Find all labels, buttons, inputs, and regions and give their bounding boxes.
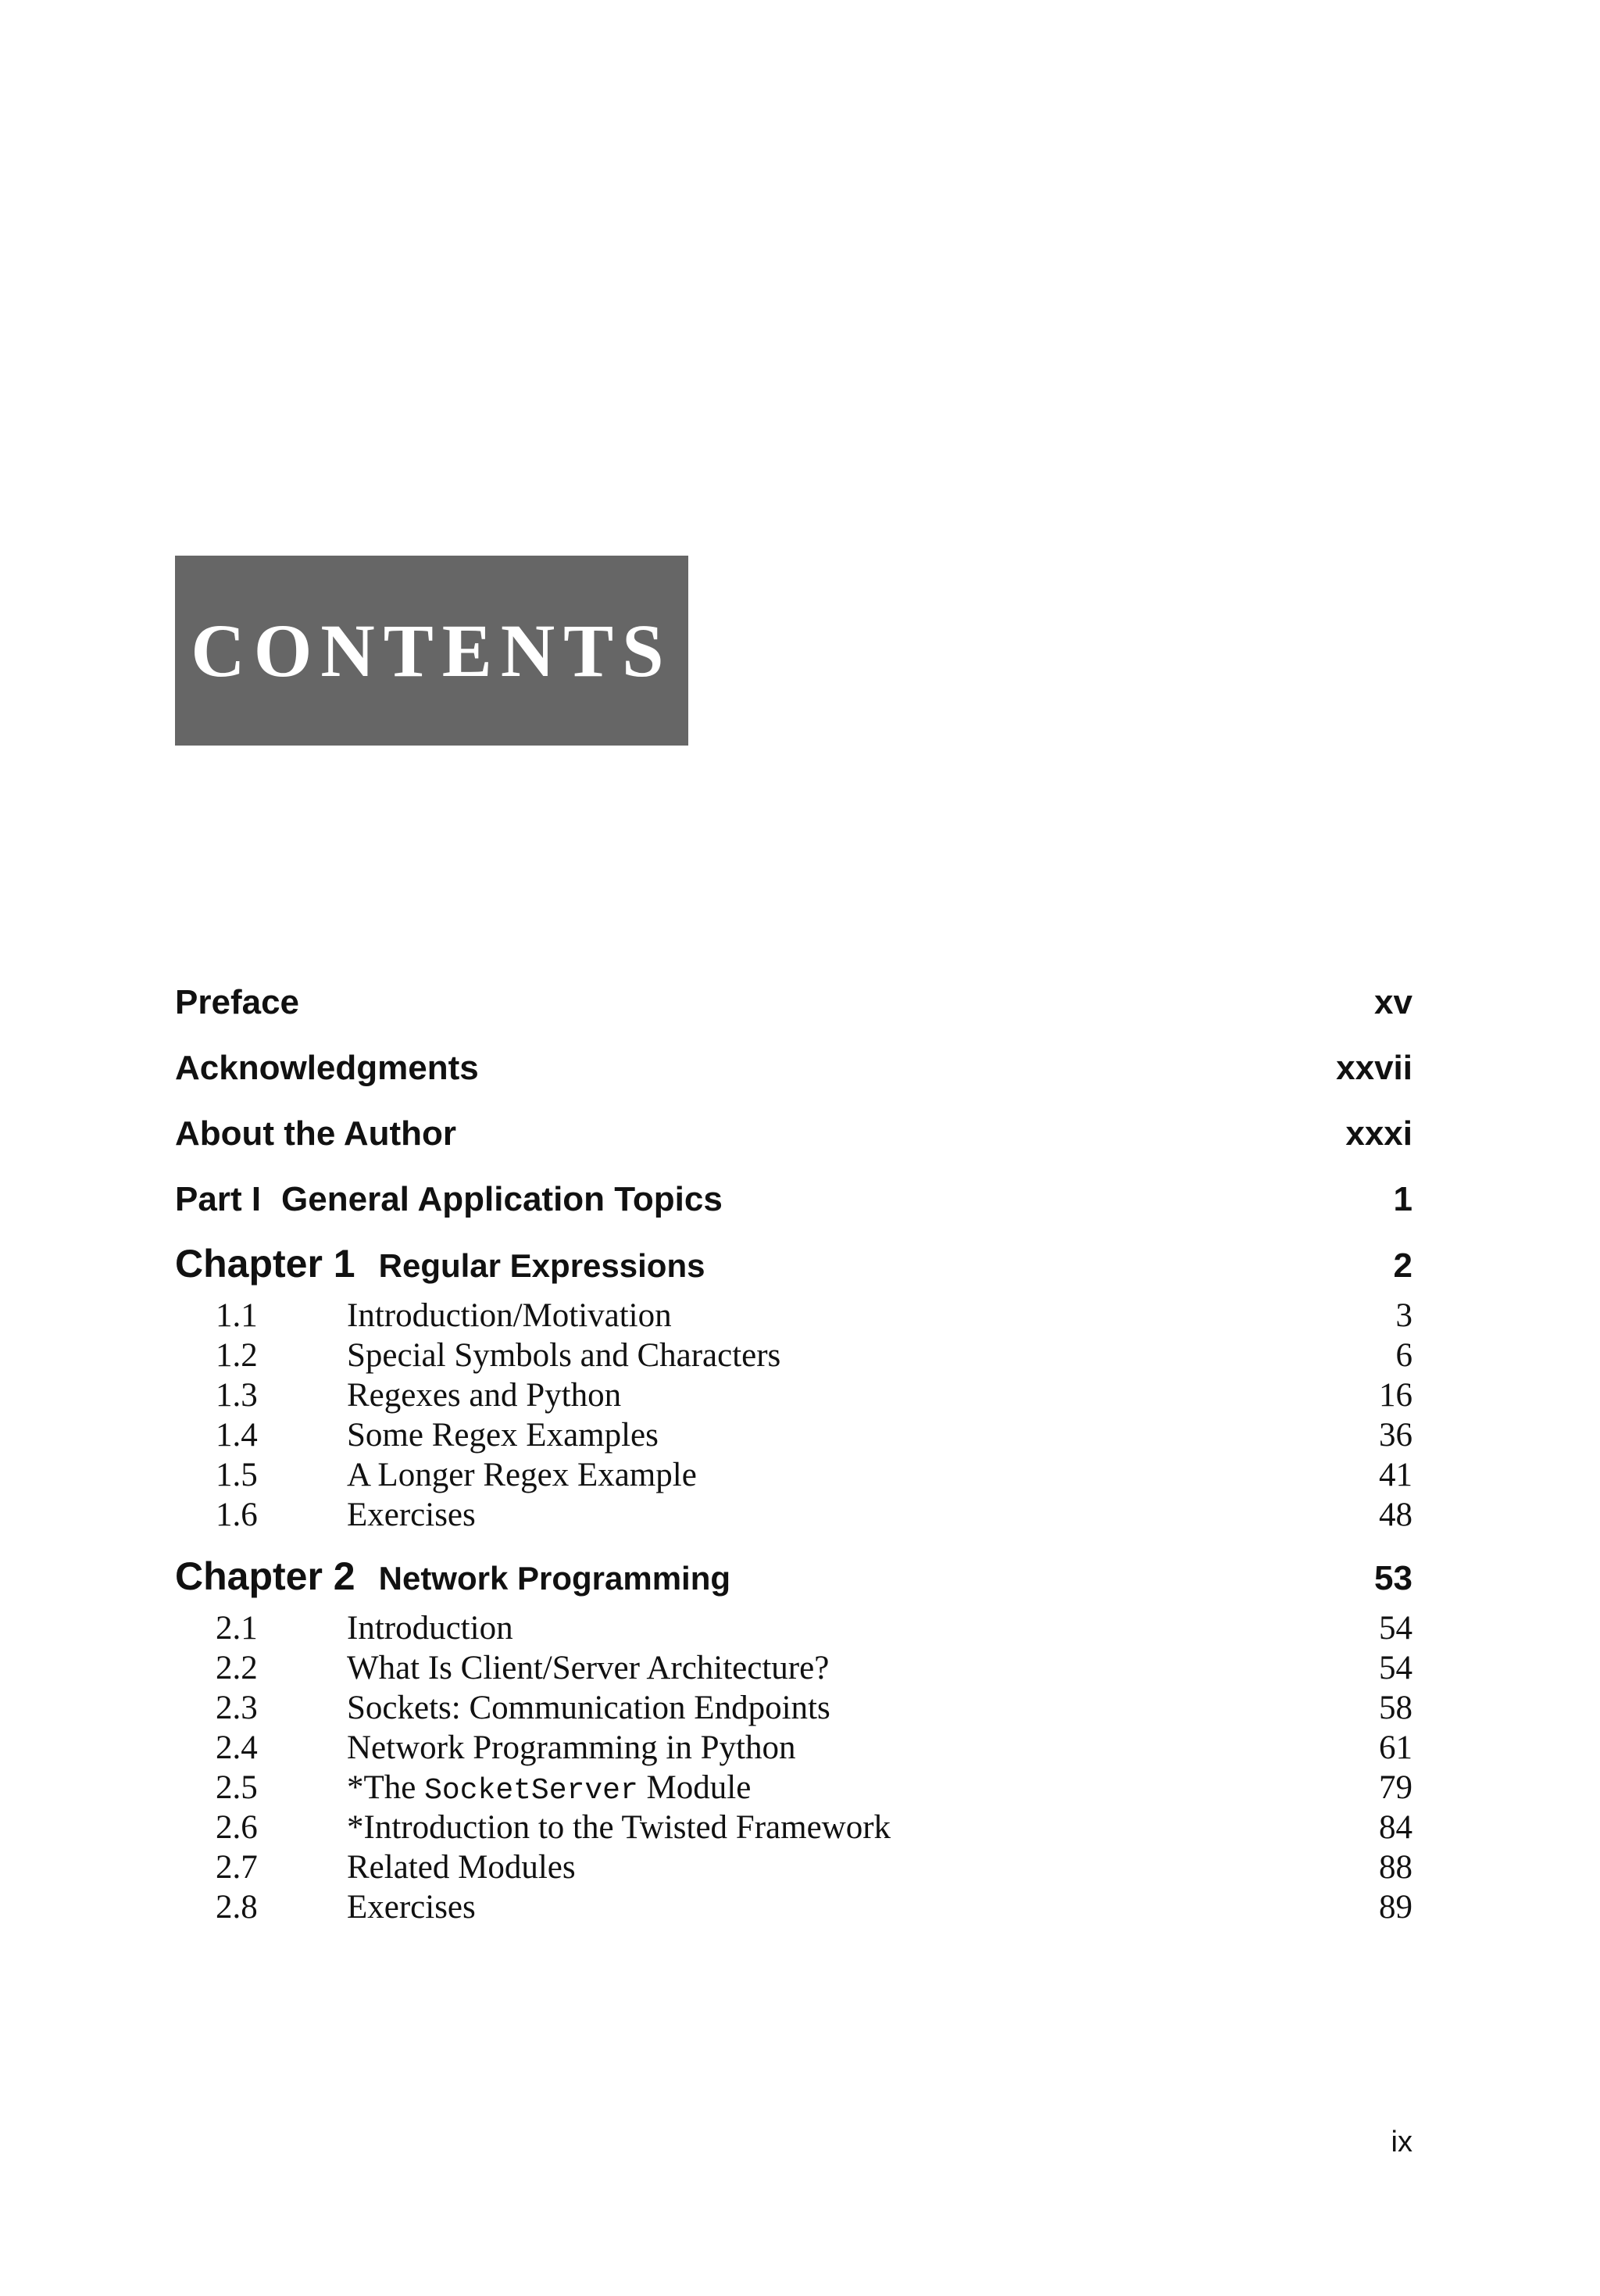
section-page: 79 [1379, 1769, 1412, 1806]
section-page: 54 [1379, 1610, 1412, 1647]
section-title: Network Programming in Python [347, 1729, 796, 1766]
toc-section-1-1[interactable] [175, 1296, 1412, 1335]
toc-section-1-4[interactable] [175, 1416, 1412, 1454]
toc-section-2-2[interactable] [175, 1649, 1412, 1687]
section-title: Sockets: Communication Endpoints [347, 1690, 830, 1726]
toc-section-2-4[interactable] [175, 1729, 1412, 1767]
section-title-prefix: *The [347, 1769, 425, 1806]
toc-section-2-3[interactable] [175, 1689, 1412, 1727]
entry-title: Acknowledgments [175, 1049, 479, 1087]
toc-section-1-6[interactable] [175, 1496, 1412, 1534]
section-number: 2.1 [216, 1610, 258, 1647]
section-number: 2.6 [216, 1809, 258, 1846]
section-number: 1.5 [216, 1457, 258, 1493]
section-page: 88 [1379, 1849, 1412, 1886]
section-number: 1.4 [216, 1417, 258, 1454]
toc-section-2-6[interactable] [175, 1808, 1412, 1847]
section-page: 36 [1379, 1417, 1412, 1454]
section-title: Related Modules [347, 1849, 576, 1886]
section-title-code: SocketServer [424, 1774, 638, 1808]
section-title-suffix: Module [638, 1769, 752, 1806]
section-title: Introduction [347, 1610, 513, 1647]
section-page: 58 [1379, 1690, 1412, 1726]
part-title: General Application Topics [281, 1180, 723, 1218]
section-title: What Is Client/Server Architecture? [347, 1650, 830, 1686]
section-number: 1.3 [216, 1377, 258, 1414]
section-title: Regexes and Python [347, 1377, 622, 1414]
section-number: 1.2 [216, 1337, 258, 1374]
toc-section-2-5[interactable] [175, 1768, 1412, 1808]
section-page: 16 [1379, 1377, 1412, 1414]
toc-entry-part-1[interactable] [175, 1180, 1412, 1219]
section-number: 2.4 [216, 1729, 258, 1766]
page-title: CONTENTS [191, 608, 673, 692]
section-page: 84 [1379, 1809, 1412, 1846]
section-number: 1.6 [216, 1497, 258, 1533]
toc-section-1-2[interactable] [175, 1336, 1412, 1375]
section-number: 1.1 [216, 1297, 258, 1334]
section-number: 2.8 [216, 1889, 258, 1926]
section-number: 2.5 [216, 1769, 258, 1806]
entry-title: Preface [175, 983, 300, 1021]
entry-page: xxxi [1345, 1114, 1412, 1153]
section-title: Some Regex Examples [347, 1417, 659, 1454]
section-page: 89 [1379, 1889, 1412, 1926]
section-page: 41 [1379, 1457, 1412, 1493]
toc-section-1-5[interactable] [175, 1456, 1412, 1494]
toc-section-2-1[interactable] [175, 1609, 1412, 1647]
section-title: *Introduction to the Twisted Framework [347, 1809, 891, 1846]
chapter-label: Chapter 2 [175, 1554, 355, 1598]
entry-page: xv [1374, 983, 1412, 1021]
section-title: Introduction/Motivation [347, 1297, 672, 1334]
section-page: 3 [1395, 1297, 1412, 1334]
toc-entry-acknowledgments[interactable] [175, 1049, 1412, 1088]
section-page: 48 [1379, 1497, 1412, 1533]
entry-page: 1 [1393, 1180, 1412, 1218]
section-number: 2.7 [216, 1849, 258, 1886]
section-title: A Longer Regex Example [347, 1457, 697, 1493]
section-title: Exercises [347, 1497, 476, 1533]
toc-entry-preface[interactable] [175, 983, 1412, 1022]
entry-page: xxvii [1336, 1049, 1412, 1087]
page-number: ix [1391, 2126, 1412, 2158]
table-of-contents [175, 0, 1412, 2296]
section-number: 2.2 [216, 1650, 258, 1686]
toc-entry-chapter-2[interactable] [175, 1554, 1412, 1599]
section-title: Special Symbols and Characters [347, 1337, 781, 1374]
section-page: 54 [1379, 1650, 1412, 1686]
section-page: 6 [1395, 1337, 1412, 1374]
chapter-label: Chapter 1 [175, 1242, 355, 1286]
toc-section-2-7[interactable] [175, 1848, 1412, 1887]
entry-page: 2 [1393, 1246, 1412, 1285]
toc-section-2-8[interactable] [175, 1888, 1412, 1926]
part-label: Part I [175, 1180, 262, 1218]
chapter-title: Network Programming [378, 1560, 731, 1597]
toc-section-1-3[interactable] [175, 1376, 1412, 1414]
entry-page: 53 [1374, 1559, 1412, 1597]
section-number: 2.3 [216, 1690, 258, 1726]
section-title: Exercises [347, 1889, 476, 1926]
chapter-title: Regular Expressions [378, 1247, 705, 1284]
entry-title: About the Author [175, 1114, 457, 1153]
section-page: 61 [1379, 1729, 1412, 1766]
toc-entry-chapter-1[interactable] [175, 1241, 1412, 1286]
toc-entry-about-author[interactable] [175, 1114, 1412, 1153]
